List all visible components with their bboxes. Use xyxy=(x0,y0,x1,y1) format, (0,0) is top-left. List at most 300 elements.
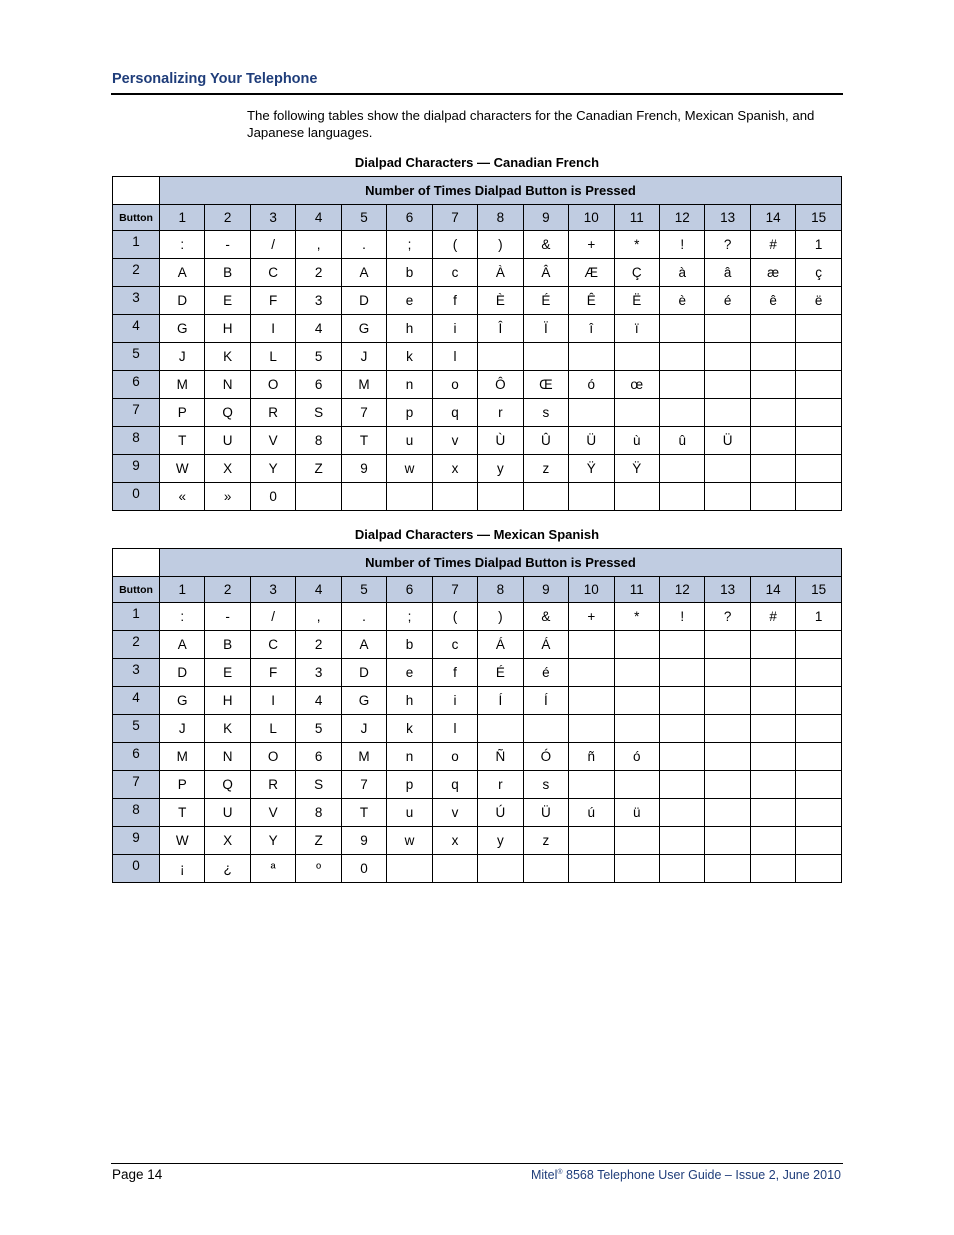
character-cell xyxy=(659,631,704,659)
character-cell xyxy=(705,343,750,371)
character-cell xyxy=(796,343,842,371)
character-cell: q xyxy=(432,399,477,427)
character-cell xyxy=(796,631,842,659)
character-cell: b xyxy=(387,259,432,287)
character-cell: x xyxy=(432,455,477,483)
character-cell: G xyxy=(160,687,205,715)
press-count-header: 13 xyxy=(705,577,750,603)
character-cell: P xyxy=(160,399,205,427)
character-cell: + xyxy=(569,603,614,631)
character-cell: ? xyxy=(705,231,750,259)
character-cell: 7 xyxy=(341,771,386,799)
character-cell: r xyxy=(478,771,523,799)
character-cell: Í xyxy=(523,687,568,715)
character-cell xyxy=(796,855,842,883)
character-cell: Î xyxy=(478,315,523,343)
character-cell: ? xyxy=(705,603,750,631)
character-cell: * xyxy=(614,231,659,259)
character-cell: R xyxy=(250,771,295,799)
character-cell xyxy=(614,659,659,687)
character-cell: î xyxy=(569,315,614,343)
character-cell xyxy=(523,343,568,371)
character-cell: s xyxy=(523,399,568,427)
press-count-header: 6 xyxy=(387,205,432,231)
press-count-header: 14 xyxy=(750,577,795,603)
character-cell xyxy=(750,483,795,511)
character-cell: ) xyxy=(478,603,523,631)
table-row xyxy=(113,259,842,287)
press-count-header: 2 xyxy=(205,577,250,603)
character-cell xyxy=(705,743,750,771)
character-cell: Ë xyxy=(614,287,659,315)
character-cell xyxy=(705,659,750,687)
character-cell: 9 xyxy=(341,455,386,483)
character-cell xyxy=(659,455,704,483)
character-cell xyxy=(569,827,614,855)
character-cell xyxy=(750,659,795,687)
character-cell: p xyxy=(387,399,432,427)
brand-name: Mitel xyxy=(530,1168,558,1182)
character-cell: M xyxy=(160,371,205,399)
character-cell: Û xyxy=(523,427,568,455)
table-row xyxy=(113,399,842,427)
character-cell: O xyxy=(250,743,295,771)
character-cell: ª xyxy=(250,855,295,883)
document-name: 8568 Telephone User Guide – Issue 2, June 2010 xyxy=(562,1168,841,1182)
character-cell: é xyxy=(523,659,568,687)
press-count-header: 4 xyxy=(296,205,341,231)
character-cell: O xyxy=(250,371,295,399)
press-count-header: 9 xyxy=(523,205,568,231)
character-cell: y xyxy=(478,827,523,855)
press-count-header: 8 xyxy=(478,205,523,231)
character-cell: K xyxy=(205,343,250,371)
character-cell: É xyxy=(478,659,523,687)
character-cell: , xyxy=(296,231,341,259)
character-cell: J xyxy=(160,343,205,371)
character-cell xyxy=(705,771,750,799)
character-cell: û xyxy=(659,427,704,455)
character-cell xyxy=(478,343,523,371)
character-cell xyxy=(659,771,704,799)
character-cell: ¿ xyxy=(205,855,250,883)
press-count-header: 15 xyxy=(796,205,842,231)
dialpad-key: 1 xyxy=(113,231,160,259)
character-cell: W xyxy=(160,827,205,855)
character-cell: 0 xyxy=(341,855,386,883)
character-cell xyxy=(387,483,432,511)
character-cell: b xyxy=(387,631,432,659)
character-cell: T xyxy=(341,427,386,455)
character-cell: N xyxy=(205,371,250,399)
character-cell: H xyxy=(205,315,250,343)
character-cell: Ü xyxy=(705,427,750,455)
character-cell xyxy=(750,631,795,659)
character-cell: È xyxy=(478,287,523,315)
dialpad-key: 2 xyxy=(113,631,160,659)
character-cell: Y xyxy=(250,455,295,483)
character-cell: i xyxy=(432,687,477,715)
character-cell xyxy=(796,315,842,343)
character-cell: , xyxy=(296,603,341,631)
character-cell xyxy=(705,315,750,343)
character-cell xyxy=(659,315,704,343)
character-cell: v xyxy=(432,427,477,455)
button-column-header: Button xyxy=(113,205,160,231)
character-cell: Ü xyxy=(523,799,568,827)
character-cell xyxy=(796,827,842,855)
press-count-header: 1 xyxy=(160,205,205,231)
character-cell: 8 xyxy=(296,799,341,827)
dialpad-key: 7 xyxy=(113,399,160,427)
character-cell xyxy=(569,631,614,659)
character-cell: U xyxy=(205,799,250,827)
character-cell xyxy=(478,483,523,511)
table-row xyxy=(113,603,842,631)
character-cell: G xyxy=(341,687,386,715)
character-cell xyxy=(705,855,750,883)
character-cell xyxy=(705,483,750,511)
character-cell: C xyxy=(250,631,295,659)
character-cell: é xyxy=(705,287,750,315)
table-row xyxy=(113,343,842,371)
character-cell: Ê xyxy=(569,287,614,315)
character-cell xyxy=(569,659,614,687)
dialpad-key: 6 xyxy=(113,743,160,771)
character-cell: q xyxy=(432,771,477,799)
character-cell xyxy=(750,343,795,371)
press-count-header: 9 xyxy=(523,577,568,603)
table-row xyxy=(113,743,842,771)
character-cell: o xyxy=(432,371,477,399)
character-cell: z xyxy=(523,827,568,855)
header-rule xyxy=(111,93,843,95)
character-cell: W xyxy=(160,455,205,483)
character-cell: Ú xyxy=(478,799,523,827)
character-cell xyxy=(569,483,614,511)
press-count-header: 1 xyxy=(160,577,205,603)
footer-rule xyxy=(111,1163,843,1164)
dialpad-table-mexican-spanish xyxy=(112,548,842,883)
character-cell xyxy=(478,715,523,743)
press-count-header: 2 xyxy=(205,205,250,231)
character-cell: ú xyxy=(569,799,614,827)
character-cell xyxy=(796,687,842,715)
character-cell: - xyxy=(205,231,250,259)
character-cell: D xyxy=(341,287,386,315)
character-cell: u xyxy=(387,799,432,827)
character-cell xyxy=(569,771,614,799)
character-cell: V xyxy=(250,427,295,455)
character-cell: u xyxy=(387,427,432,455)
character-cell: R xyxy=(250,399,295,427)
character-cell xyxy=(569,715,614,743)
character-cell: â xyxy=(705,259,750,287)
character-cell: Œ xyxy=(523,371,568,399)
character-cell xyxy=(569,399,614,427)
character-cell: A xyxy=(160,259,205,287)
character-cell: 8 xyxy=(296,427,341,455)
character-cell: 2 xyxy=(296,631,341,659)
table-row xyxy=(113,687,842,715)
character-cell xyxy=(614,343,659,371)
character-cell: Á xyxy=(478,631,523,659)
dialpad-key: 8 xyxy=(113,427,160,455)
character-cell: ¡ xyxy=(160,855,205,883)
character-cell xyxy=(614,771,659,799)
press-count-header: 6 xyxy=(387,577,432,603)
character-cell: Ü xyxy=(569,427,614,455)
character-cell xyxy=(614,715,659,743)
character-cell: f xyxy=(432,659,477,687)
character-cell: H xyxy=(205,687,250,715)
intro-paragraph: The following tables show the dialpad characters for the Canadian French, Mexican Spanish, and Japanese languages. xyxy=(247,108,815,140)
dialpad-key: 3 xyxy=(113,659,160,687)
character-cell xyxy=(659,483,704,511)
character-cell: ó xyxy=(614,743,659,771)
character-cell: C xyxy=(250,259,295,287)
character-cell: G xyxy=(160,315,205,343)
press-count-header: 7 xyxy=(432,577,477,603)
character-cell: ! xyxy=(659,231,704,259)
character-cell: A xyxy=(160,631,205,659)
press-count-header: 8 xyxy=(478,577,523,603)
press-count-header: 12 xyxy=(659,205,704,231)
table-row xyxy=(113,715,842,743)
character-cell: Ï xyxy=(523,315,568,343)
press-count-header: 11 xyxy=(614,205,659,231)
character-cell: M xyxy=(341,743,386,771)
character-cell xyxy=(569,687,614,715)
character-cell: L xyxy=(250,715,295,743)
character-cell: ï xyxy=(614,315,659,343)
character-cell: : xyxy=(160,603,205,631)
character-cell: J xyxy=(341,343,386,371)
character-cell: X xyxy=(205,455,250,483)
character-cell xyxy=(523,483,568,511)
character-cell xyxy=(659,399,704,427)
character-cell xyxy=(614,687,659,715)
dialpad-table-canadian-french xyxy=(112,176,842,511)
character-cell xyxy=(796,371,842,399)
column-group-header: Number of Times Dialpad Button is Pressed xyxy=(160,177,842,205)
character-cell xyxy=(614,399,659,427)
character-cell: N xyxy=(205,743,250,771)
table-row xyxy=(113,287,842,315)
table-row xyxy=(113,315,842,343)
character-cell: h xyxy=(387,687,432,715)
character-cell: T xyxy=(160,427,205,455)
character-cell: & xyxy=(523,603,568,631)
character-cell: X xyxy=(205,827,250,855)
dialpad-key: 3 xyxy=(113,287,160,315)
character-cell xyxy=(614,855,659,883)
character-cell: * xyxy=(614,603,659,631)
character-cell: F xyxy=(250,287,295,315)
character-cell: Â xyxy=(523,259,568,287)
table-row xyxy=(113,371,842,399)
character-cell: ; xyxy=(387,231,432,259)
character-cell: I xyxy=(250,315,295,343)
character-cell: Ó xyxy=(523,743,568,771)
character-cell: w xyxy=(387,455,432,483)
character-cell xyxy=(659,659,704,687)
character-cell xyxy=(659,371,704,399)
character-cell: à xyxy=(659,259,704,287)
column-group-header: Number of Times Dialpad Button is Pressed xyxy=(160,549,842,577)
character-cell xyxy=(750,371,795,399)
character-cell: x xyxy=(432,827,477,855)
character-cell: J xyxy=(341,715,386,743)
table-row xyxy=(113,659,842,687)
character-cell: 5 xyxy=(296,715,341,743)
press-count-header: 13 xyxy=(705,205,750,231)
character-cell xyxy=(750,427,795,455)
character-cell: n xyxy=(387,371,432,399)
character-cell xyxy=(705,455,750,483)
character-cell: Ñ xyxy=(478,743,523,771)
character-cell: B xyxy=(205,259,250,287)
character-cell xyxy=(705,687,750,715)
dialpad-key: 5 xyxy=(113,715,160,743)
character-cell: D xyxy=(341,659,386,687)
character-cell: ù xyxy=(614,427,659,455)
press-count-header: 4 xyxy=(296,577,341,603)
dialpad-key: 8 xyxy=(113,799,160,827)
character-cell: : xyxy=(160,231,205,259)
character-cell: 9 xyxy=(341,827,386,855)
character-cell: e xyxy=(387,659,432,687)
character-cell: s xyxy=(523,771,568,799)
character-cell xyxy=(614,827,659,855)
character-cell: L xyxy=(250,343,295,371)
character-cell: É xyxy=(523,287,568,315)
character-cell xyxy=(796,743,842,771)
button-column-header: Button xyxy=(113,577,160,603)
character-cell: # xyxy=(750,231,795,259)
character-cell: E xyxy=(205,287,250,315)
press-count-header: 14 xyxy=(750,205,795,231)
character-cell xyxy=(659,799,704,827)
table-row xyxy=(113,631,842,659)
character-cell: M xyxy=(341,371,386,399)
character-cell: h xyxy=(387,315,432,343)
character-cell: ê xyxy=(750,287,795,315)
character-cell xyxy=(296,483,341,511)
character-cell xyxy=(750,743,795,771)
press-count-header: 10 xyxy=(569,577,614,603)
press-count-header: 5 xyxy=(341,577,386,603)
table-row xyxy=(113,799,842,827)
character-cell: Ç xyxy=(614,259,659,287)
press-count-header: 12 xyxy=(659,577,704,603)
character-cell: ó xyxy=(569,371,614,399)
table-row xyxy=(113,827,842,855)
character-cell: 1 xyxy=(796,231,842,259)
character-cell: ü xyxy=(614,799,659,827)
dialpad-key: 1 xyxy=(113,603,160,631)
character-cell xyxy=(750,715,795,743)
character-cell: v xyxy=(432,799,477,827)
dialpad-key: 7 xyxy=(113,771,160,799)
character-cell: 3 xyxy=(296,287,341,315)
character-cell: Æ xyxy=(569,259,614,287)
character-cell: z xyxy=(523,455,568,483)
character-cell: G xyxy=(341,315,386,343)
character-cell xyxy=(796,799,842,827)
character-cell: 2 xyxy=(296,259,341,287)
character-cell: 7 xyxy=(341,399,386,427)
character-cell: . xyxy=(341,603,386,631)
character-cell: Á xyxy=(523,631,568,659)
character-cell: Z xyxy=(296,827,341,855)
character-cell xyxy=(705,631,750,659)
character-cell: Q xyxy=(205,399,250,427)
dialpad-key: 6 xyxy=(113,371,160,399)
character-cell xyxy=(796,715,842,743)
corner-cell xyxy=(113,177,160,205)
character-cell: U xyxy=(205,427,250,455)
character-cell xyxy=(478,855,523,883)
character-cell: D xyxy=(160,287,205,315)
character-cell: T xyxy=(160,799,205,827)
character-cell xyxy=(705,715,750,743)
character-cell xyxy=(523,715,568,743)
press-count-header: 3 xyxy=(250,205,295,231)
character-cell: A xyxy=(341,631,386,659)
character-cell: À xyxy=(478,259,523,287)
character-cell: # xyxy=(750,603,795,631)
registered-mark: ® xyxy=(557,1168,563,1176)
character-cell: o xyxy=(432,743,477,771)
character-cell: F xyxy=(250,659,295,687)
character-cell xyxy=(705,827,750,855)
character-cell: Q xyxy=(205,771,250,799)
dialpad-key: 9 xyxy=(113,827,160,855)
character-cell: V xyxy=(250,799,295,827)
press-count-header: 11 xyxy=(614,577,659,603)
character-cell xyxy=(796,399,842,427)
dialpad-key: 5 xyxy=(113,343,160,371)
table-row xyxy=(113,855,842,883)
section-title: Personalizing Your Telephone xyxy=(112,71,318,87)
page-number: Page 14 xyxy=(112,1167,163,1182)
table-row xyxy=(113,483,842,511)
character-cell: k xyxy=(387,343,432,371)
character-cell xyxy=(796,659,842,687)
character-cell: & xyxy=(523,231,568,259)
character-cell xyxy=(569,855,614,883)
character-cell: « xyxy=(160,483,205,511)
character-cell xyxy=(750,799,795,827)
character-cell xyxy=(705,399,750,427)
character-cell: Ÿ xyxy=(614,455,659,483)
character-cell xyxy=(750,315,795,343)
character-cell: » xyxy=(205,483,250,511)
character-cell: S xyxy=(296,399,341,427)
character-cell xyxy=(705,371,750,399)
corner-cell xyxy=(113,549,160,577)
character-cell xyxy=(750,455,795,483)
dialpad-key: 4 xyxy=(113,315,160,343)
table-caption-french: Dialpad Characters — Canadian French xyxy=(354,155,600,170)
table-caption-spanish: Dialpad Characters — Mexican Spanish xyxy=(354,527,600,542)
character-cell xyxy=(659,855,704,883)
character-cell xyxy=(796,771,842,799)
character-cell: Z xyxy=(296,455,341,483)
character-cell: ë xyxy=(796,287,842,315)
character-cell: 4 xyxy=(296,687,341,715)
